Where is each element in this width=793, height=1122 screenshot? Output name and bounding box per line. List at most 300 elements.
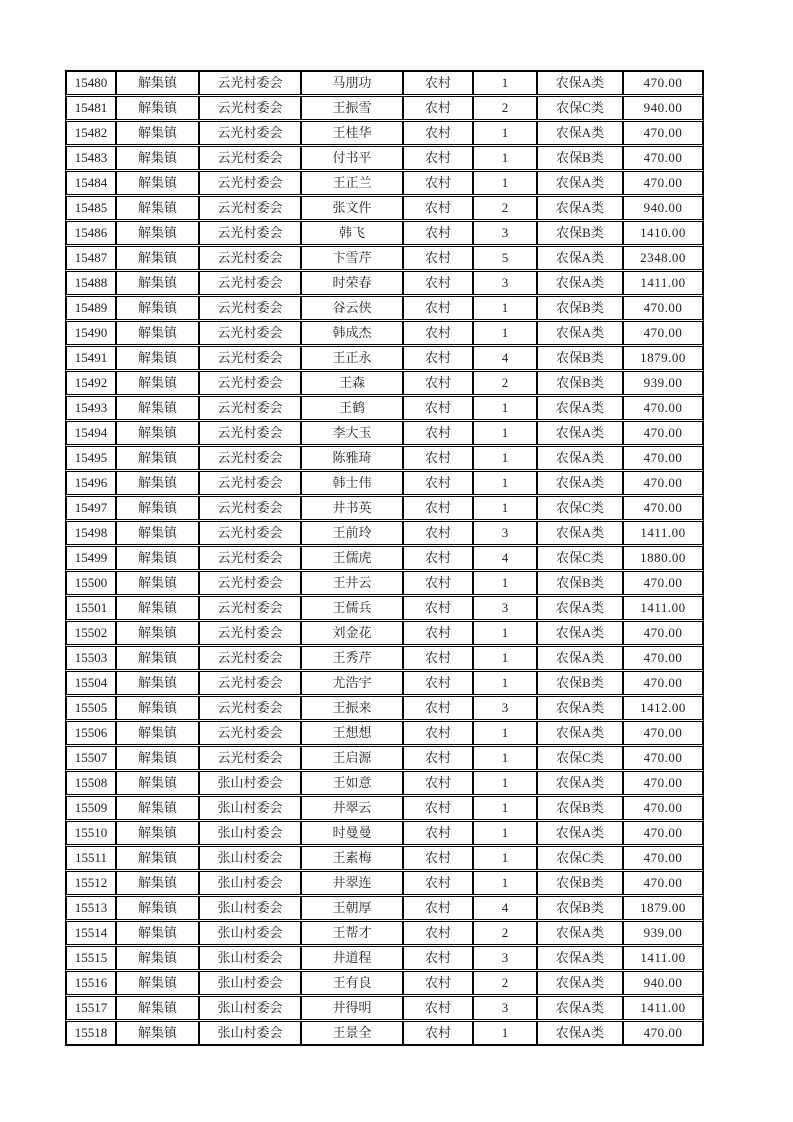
cell-person-name: 王前玲	[301, 521, 403, 545]
cell-town: 解集镇	[116, 221, 199, 245]
cell-amount: 1880.00	[623, 546, 703, 570]
cell-person-count: 1	[473, 496, 537, 520]
cell-record-id: 15485	[66, 196, 116, 220]
cell-village-committee: 云光村委会	[199, 71, 301, 95]
table-row	[66, 421, 703, 445]
cell-insurance-category: 农保A类	[537, 121, 623, 145]
cell-village-committee: 张山村委会	[199, 946, 301, 970]
cell-residence-type: 农村	[403, 121, 473, 145]
cell-insurance-category: 农保A类	[537, 521, 623, 545]
cell-record-id: 15512	[66, 871, 116, 895]
cell-amount: 470.00	[623, 621, 703, 645]
table-row	[66, 396, 703, 420]
table-row	[66, 171, 703, 195]
cell-person-name: 韩士伟	[301, 471, 403, 495]
cell-person-name: 王儒兵	[301, 596, 403, 620]
cell-record-id: 15510	[66, 821, 116, 845]
cell-amount: 470.00	[623, 746, 703, 770]
cell-village-committee: 云光村委会	[199, 346, 301, 370]
cell-town: 解集镇	[116, 1021, 199, 1045]
cell-record-id: 15489	[66, 296, 116, 320]
cell-amount: 939.00	[623, 921, 703, 945]
cell-insurance-category: 农保B类	[537, 671, 623, 695]
cell-person-count: 1	[473, 146, 537, 170]
cell-residence-type: 农村	[403, 296, 473, 320]
cell-record-id: 15483	[66, 146, 116, 170]
cell-record-id: 15517	[66, 996, 116, 1020]
cell-person-count: 1	[473, 771, 537, 795]
cell-village-committee: 张山村委会	[199, 796, 301, 820]
cell-person-count: 1	[473, 446, 537, 470]
cell-record-id: 15484	[66, 171, 116, 195]
cell-person-name: 马朋功	[301, 71, 403, 95]
cell-person-count: 2	[473, 371, 537, 395]
cell-person-count: 3	[473, 946, 537, 970]
cell-record-id: 15491	[66, 346, 116, 370]
table-row	[66, 921, 703, 945]
table-row	[66, 521, 703, 545]
cell-village-committee: 云光村委会	[199, 446, 301, 470]
cell-insurance-category: 农保A类	[537, 621, 623, 645]
cell-insurance-category: 农保C类	[537, 546, 623, 570]
cell-village-committee: 云光村委会	[199, 471, 301, 495]
cell-village-committee: 云光村委会	[199, 171, 301, 195]
table-row	[66, 946, 703, 970]
cell-person-count: 1	[473, 171, 537, 195]
cell-amount: 470.00	[623, 646, 703, 670]
cell-insurance-category: 农保A类	[537, 321, 623, 345]
cell-town: 解集镇	[116, 646, 199, 670]
cell-person-count: 1	[473, 846, 537, 870]
table-row	[66, 121, 703, 145]
cell-record-id: 15507	[66, 746, 116, 770]
cell-residence-type: 农村	[403, 546, 473, 570]
cell-village-committee: 云光村委会	[199, 96, 301, 120]
cell-person-count: 1	[473, 321, 537, 345]
cell-person-count: 2	[473, 196, 537, 220]
cell-residence-type: 农村	[403, 396, 473, 420]
cell-village-committee: 云光村委会	[199, 146, 301, 170]
cell-village-committee: 云光村委会	[199, 296, 301, 320]
cell-town: 解集镇	[116, 271, 199, 295]
cell-town: 解集镇	[116, 346, 199, 370]
cell-residence-type: 农村	[403, 496, 473, 520]
cell-insurance-category: 农保A类	[537, 821, 623, 845]
cell-insurance-category: 农保C类	[537, 846, 623, 870]
cell-residence-type: 农村	[403, 996, 473, 1020]
cell-village-committee: 云光村委会	[199, 671, 301, 695]
cell-insurance-category: 农保B类	[537, 346, 623, 370]
cell-record-id: 15502	[66, 621, 116, 645]
cell-person-count: 2	[473, 971, 537, 995]
cell-insurance-category: 农保B类	[537, 371, 623, 395]
cell-record-id: 15501	[66, 596, 116, 620]
cell-person-name: 韩成杰	[301, 321, 403, 345]
cell-amount: 470.00	[623, 821, 703, 845]
cell-record-id: 15511	[66, 846, 116, 870]
cell-insurance-category: 农保B类	[537, 221, 623, 245]
cell-person-count: 1	[473, 396, 537, 420]
cell-town: 解集镇	[116, 996, 199, 1020]
cell-village-committee: 云光村委会	[199, 421, 301, 445]
table-row	[66, 821, 703, 845]
cell-person-name: 王朝厚	[301, 896, 403, 920]
cell-town: 解集镇	[116, 496, 199, 520]
cell-residence-type: 农村	[403, 946, 473, 970]
cell-person-count: 1	[473, 571, 537, 595]
cell-residence-type: 农村	[403, 771, 473, 795]
cell-amount: 1411.00	[623, 946, 703, 970]
cell-residence-type: 农村	[403, 871, 473, 895]
cell-person-count: 3	[473, 521, 537, 545]
cell-insurance-category: 农保A类	[537, 421, 623, 445]
cell-residence-type: 农村	[403, 971, 473, 995]
cell-amount: 470.00	[623, 71, 703, 95]
cell-record-id: 15480	[66, 71, 116, 95]
cell-town: 解集镇	[116, 696, 199, 720]
cell-record-id: 15486	[66, 221, 116, 245]
cell-person-name: 王森	[301, 371, 403, 395]
cell-amount: 470.00	[623, 1021, 703, 1045]
cell-residence-type: 农村	[403, 171, 473, 195]
cell-person-name: 井翠连	[301, 871, 403, 895]
cell-village-committee: 云光村委会	[199, 121, 301, 145]
cell-residence-type: 农村	[403, 521, 473, 545]
cell-insurance-category: 农保A类	[537, 396, 623, 420]
cell-amount: 470.00	[623, 296, 703, 320]
cell-person-count: 1	[473, 71, 537, 95]
cell-residence-type: 农村	[403, 321, 473, 345]
cell-amount: 470.00	[623, 171, 703, 195]
cell-person-name: 陈雅琦	[301, 446, 403, 470]
cell-town: 解集镇	[116, 571, 199, 595]
cell-insurance-category: 农保B类	[537, 871, 623, 895]
cell-person-name: 韩飞	[301, 221, 403, 245]
cell-residence-type: 农村	[403, 271, 473, 295]
cell-amount: 470.00	[623, 146, 703, 170]
table-row	[66, 271, 703, 295]
cell-village-committee: 云光村委会	[199, 221, 301, 245]
cell-person-name: 王桂华	[301, 121, 403, 145]
cell-residence-type: 农村	[403, 446, 473, 470]
table-row	[66, 371, 703, 395]
cell-person-name: 王振来	[301, 696, 403, 720]
table-row	[66, 721, 703, 745]
table-row	[66, 1021, 703, 1045]
cell-person-name: 王如意	[301, 771, 403, 795]
cell-person-name: 井翠云	[301, 796, 403, 820]
cell-insurance-category: 农保A类	[537, 921, 623, 945]
cell-residence-type: 农村	[403, 821, 473, 845]
cell-person-count: 1	[473, 671, 537, 695]
cell-village-committee: 张山村委会	[199, 896, 301, 920]
table-row	[66, 221, 703, 245]
table-row	[66, 671, 703, 695]
cell-village-committee: 张山村委会	[199, 771, 301, 795]
cell-record-id: 15504	[66, 671, 116, 695]
cell-person-name: 尤浩宇	[301, 671, 403, 695]
cell-person-name: 王有良	[301, 971, 403, 995]
cell-insurance-category: 农保A类	[537, 646, 623, 670]
cell-person-count: 3	[473, 596, 537, 620]
cell-record-id: 15514	[66, 921, 116, 945]
cell-town: 解集镇	[116, 871, 199, 895]
table-row	[66, 771, 703, 795]
cell-amount: 470.00	[623, 321, 703, 345]
cell-residence-type: 农村	[403, 221, 473, 245]
cell-amount: 470.00	[623, 121, 703, 145]
cell-amount: 1879.00	[623, 346, 703, 370]
cell-person-count: 3	[473, 996, 537, 1020]
cell-amount: 470.00	[623, 571, 703, 595]
table-row	[66, 696, 703, 720]
cell-person-name: 井得明	[301, 996, 403, 1020]
table-row	[66, 296, 703, 320]
cell-town: 解集镇	[116, 71, 199, 95]
cell-person-count: 4	[473, 546, 537, 570]
cell-residence-type: 农村	[403, 746, 473, 770]
cell-amount: 470.00	[623, 796, 703, 820]
cell-town: 解集镇	[116, 96, 199, 120]
cell-residence-type: 农村	[403, 346, 473, 370]
cell-village-committee: 云光村委会	[199, 246, 301, 270]
cell-insurance-category: 农保A类	[537, 996, 623, 1020]
cell-residence-type: 农村	[403, 646, 473, 670]
cell-person-name: 井书英	[301, 496, 403, 520]
cell-record-id: 15488	[66, 271, 116, 295]
cell-town: 解集镇	[116, 396, 199, 420]
table-row	[66, 446, 703, 470]
cell-town: 解集镇	[116, 821, 199, 845]
cell-insurance-category: 农保C类	[537, 746, 623, 770]
cell-record-id: 15508	[66, 771, 116, 795]
cell-amount: 470.00	[623, 446, 703, 470]
table-row	[66, 146, 703, 170]
table-row	[66, 546, 703, 570]
cell-person-count: 1	[473, 471, 537, 495]
cell-amount: 1411.00	[623, 521, 703, 545]
cell-record-id: 15505	[66, 696, 116, 720]
cell-person-count: 1	[473, 796, 537, 820]
cell-person-count: 1	[473, 821, 537, 845]
cell-town: 解集镇	[116, 621, 199, 645]
cell-insurance-category: 农保A类	[537, 596, 623, 620]
cell-insurance-category: 农保A类	[537, 171, 623, 195]
cell-town: 解集镇	[116, 146, 199, 170]
cell-residence-type: 农村	[403, 571, 473, 595]
table-row	[66, 71, 703, 95]
cell-record-id: 15515	[66, 946, 116, 970]
cell-insurance-category: 农保A类	[537, 721, 623, 745]
cell-record-id: 15518	[66, 1021, 116, 1045]
cell-residence-type: 农村	[403, 621, 473, 645]
cell-record-id: 15499	[66, 546, 116, 570]
cell-insurance-category: 农保A类	[537, 446, 623, 470]
cell-village-committee: 张山村委会	[199, 921, 301, 945]
cell-residence-type: 农村	[403, 796, 473, 820]
cell-person-count: 1	[473, 296, 537, 320]
cell-village-committee: 云光村委会	[199, 721, 301, 745]
cell-record-id: 15500	[66, 571, 116, 595]
cell-record-id: 15492	[66, 371, 116, 395]
cell-amount: 470.00	[623, 396, 703, 420]
cell-amount: 940.00	[623, 196, 703, 220]
cell-town: 解集镇	[116, 471, 199, 495]
cell-person-count: 1	[473, 421, 537, 445]
cell-insurance-category: 农保A类	[537, 246, 623, 270]
cell-village-committee: 张山村委会	[199, 971, 301, 995]
cell-insurance-category: 农保A类	[537, 1021, 623, 1045]
cell-residence-type: 农村	[403, 896, 473, 920]
cell-village-committee: 云光村委会	[199, 596, 301, 620]
cell-person-name: 刘金花	[301, 621, 403, 645]
cell-village-committee: 张山村委会	[199, 996, 301, 1020]
cell-town: 解集镇	[116, 946, 199, 970]
table-row	[66, 496, 703, 520]
cell-town: 解集镇	[116, 546, 199, 570]
cell-town: 解集镇	[116, 121, 199, 145]
cell-town: 解集镇	[116, 971, 199, 995]
cell-person-name: 时曼曼	[301, 821, 403, 845]
cell-record-id: 15498	[66, 521, 116, 545]
cell-amount: 470.00	[623, 771, 703, 795]
table-row	[66, 321, 703, 345]
table-row	[66, 646, 703, 670]
cell-town: 解集镇	[116, 171, 199, 195]
cell-amount: 2348.00	[623, 246, 703, 270]
cell-village-committee: 张山村委会	[199, 846, 301, 870]
cell-insurance-category: 农保A类	[537, 971, 623, 995]
cell-person-name: 王振雪	[301, 96, 403, 120]
benefits-roster-table	[65, 70, 704, 1046]
cell-amount: 1411.00	[623, 596, 703, 620]
cell-person-name: 王儒虎	[301, 546, 403, 570]
table-row	[66, 896, 703, 920]
cell-record-id: 15516	[66, 971, 116, 995]
cell-village-committee: 云光村委会	[199, 521, 301, 545]
cell-village-committee: 云光村委会	[199, 196, 301, 220]
cell-amount: 470.00	[623, 496, 703, 520]
cell-person-name: 李大玉	[301, 421, 403, 445]
cell-insurance-category: 农保B类	[537, 296, 623, 320]
cell-person-name: 付书平	[301, 146, 403, 170]
cell-person-count: 1	[473, 721, 537, 745]
cell-person-count: 3	[473, 696, 537, 720]
cell-amount: 470.00	[623, 471, 703, 495]
cell-residence-type: 农村	[403, 371, 473, 395]
cell-insurance-category: 农保A类	[537, 471, 623, 495]
cell-person-count: 3	[473, 221, 537, 245]
cell-amount: 1411.00	[623, 996, 703, 1020]
cell-person-name: 谷云侠	[301, 296, 403, 320]
cell-village-committee: 云光村委会	[199, 646, 301, 670]
cell-person-name: 王秀芹	[301, 646, 403, 670]
cell-person-name: 王景全	[301, 1021, 403, 1045]
cell-town: 解集镇	[116, 796, 199, 820]
cell-person-count: 1	[473, 746, 537, 770]
cell-amount: 939.00	[623, 371, 703, 395]
cell-town: 解集镇	[116, 321, 199, 345]
cell-town: 解集镇	[116, 896, 199, 920]
cell-person-name: 井道程	[301, 946, 403, 970]
cell-insurance-category: 农保B类	[537, 896, 623, 920]
cell-person-name: 卞雪芹	[301, 246, 403, 270]
cell-town: 解集镇	[116, 446, 199, 470]
cell-record-id: 15506	[66, 721, 116, 745]
cell-person-count: 1	[473, 871, 537, 895]
cell-insurance-category: 农保B类	[537, 571, 623, 595]
cell-amount: 470.00	[623, 871, 703, 895]
table-row	[66, 96, 703, 120]
cell-village-committee: 张山村委会	[199, 821, 301, 845]
cell-residence-type: 农村	[403, 71, 473, 95]
cell-town: 解集镇	[116, 771, 199, 795]
table-row	[66, 871, 703, 895]
cell-person-count: 2	[473, 921, 537, 945]
table-row	[66, 971, 703, 995]
cell-person-name: 王素梅	[301, 846, 403, 870]
cell-village-committee: 云光村委会	[199, 321, 301, 345]
cell-town: 解集镇	[116, 196, 199, 220]
cell-record-id: 15481	[66, 96, 116, 120]
cell-amount: 1410.00	[623, 221, 703, 245]
cell-residence-type: 农村	[403, 196, 473, 220]
cell-amount: 940.00	[623, 971, 703, 995]
cell-record-id: 15495	[66, 446, 116, 470]
cell-residence-type: 农村	[403, 421, 473, 445]
cell-village-committee: 云光村委会	[199, 496, 301, 520]
cell-village-committee: 云光村委会	[199, 746, 301, 770]
cell-town: 解集镇	[116, 671, 199, 695]
cell-amount: 470.00	[623, 421, 703, 445]
cell-insurance-category: 农保A类	[537, 696, 623, 720]
cell-amount: 1412.00	[623, 696, 703, 720]
cell-residence-type: 农村	[403, 146, 473, 170]
cell-person-name: 王鹤	[301, 396, 403, 420]
table-row	[66, 196, 703, 220]
table-row	[66, 796, 703, 820]
cell-town: 解集镇	[116, 371, 199, 395]
table-row	[66, 746, 703, 770]
cell-amount: 1411.00	[623, 271, 703, 295]
cell-person-name: 王帮才	[301, 921, 403, 945]
table-row	[66, 846, 703, 870]
cell-village-committee: 云光村委会	[199, 271, 301, 295]
table-row	[66, 596, 703, 620]
cell-insurance-category: 农保A类	[537, 946, 623, 970]
cell-person-count: 1	[473, 621, 537, 645]
table-row	[66, 246, 703, 270]
cell-town: 解集镇	[116, 846, 199, 870]
cell-insurance-category: 农保A类	[537, 71, 623, 95]
cell-insurance-category: 农保A类	[537, 196, 623, 220]
cell-village-committee: 张山村委会	[199, 871, 301, 895]
cell-record-id: 15482	[66, 121, 116, 145]
cell-residence-type: 农村	[403, 671, 473, 695]
cell-person-name: 王井云	[301, 571, 403, 595]
cell-residence-type: 农村	[403, 596, 473, 620]
cell-residence-type: 农村	[403, 1021, 473, 1045]
cell-person-count: 4	[473, 346, 537, 370]
cell-town: 解集镇	[116, 921, 199, 945]
table-row	[66, 571, 703, 595]
cell-residence-type: 农村	[403, 246, 473, 270]
cell-record-id: 15494	[66, 421, 116, 445]
cell-record-id: 15513	[66, 896, 116, 920]
cell-town: 解集镇	[116, 521, 199, 545]
cell-person-name: 张文件	[301, 196, 403, 220]
cell-person-name: 王正兰	[301, 171, 403, 195]
